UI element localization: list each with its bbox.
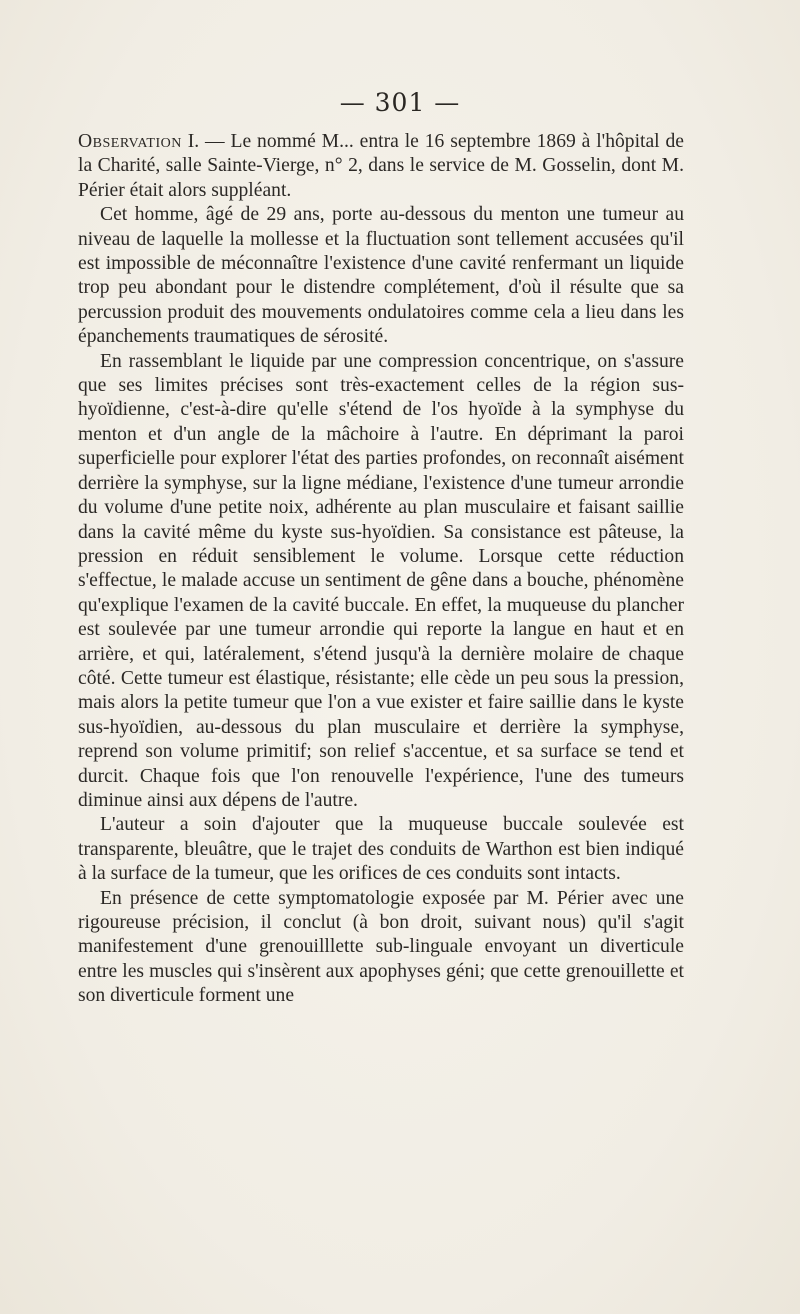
page-number: — 301 — bbox=[339, 88, 461, 117]
paragraph-2: Cet homme, âgé de 29 ans, porte au-dessous du menton une tumeur au niveau de laquelle la mollesse et la fluctuation sont tellement accusées qu'il est impossible de méconnaître l'existence d'une cavité renfermant un liquide trop peu abondant pour le distendre complétement, d'où il résulte que sa percussion produit des mouvements ondulatoires comme cela a lieu dans les épanchements traumatiques de sérosité. bbox=[78, 204, 684, 348]
paragraph-5: En présence de cette symptomatologie exposée par M. Périer avec une rigoureuse précision, il conclut (à bon droit, suivant nous) qu'il s'agit manifestement d'une grenouilllette sub-linguale envoyant un diverticule entre les muscles qui s'insèrent aux apophyses géni; que cette grenouillette et son diverticule forment une bbox=[78, 887, 684, 1007]
paragraph-observation bbox=[78, 130, 684, 203]
paragraph-1-text: I. — Le nommé M... entra le 16 septembre 1869 à l'hôpital de la Charité, salle Sainte-Vierge, n° 2, dans le service de M. Gosselin, dont M. Périer était alors suppléant. bbox=[78, 131, 684, 201]
paragraph-4: L'auteur a soin d'ajouter que la muqueuse buccale soulevée est transparente, bleuâtre, que le trajet des conduits de Warthon est bien indiqué à la surface de la tumeur, que les orifices de ces conduits sont intacts. bbox=[78, 814, 684, 885]
observation-label: Observation bbox=[78, 131, 182, 152]
paragraph-3: En rassemblant le liquide par une compression concentrique, on s'assure que ses limites précises sont très-exactement celles de la région sus-hyoïdienne, c'est-à-dire qu'elle s'étend de l'os hyoïde à la symphyse du menton et d'un angle de la mâchoire à l'autre. En déprimant la paroi superficielle pour explorer l'état des parties profondes, on reconnaît aisément derrière la symphyse, sur la ligne médiane, l'existence d'une tumeur arrondie du volume d'une petite noix, adhérente au plan musculaire et faisant saillie dans la cavité même du kyste sus-hyoïdien. Sa consistance est pâteuse, la pression en réduit sensiblement le volume. Lorsque cette réduction s'effectue, le malade accuse un sentiment de gêne dans a bouche, phénomène qu'explique l'examen de la cavité buccale. En effet, la muqueuse du plancher est soulevée par une tumeur arrondie qui reporte la langue en haut et en arrière, et qui, latéralement, s'étend jusqu'à la dernière molaire de chaque côté. Cette tumeur est élastique, résistante; elle cède un peu sous la pression, mais alors la petite tumeur que l'on a vue exister et faire saillie dans le kyste sus-hyoïdien, au-dessous du plan musculaire et derrière la symphyse, reprend son volume primitif; son relief s'accentue, et sa surface se tend et durcit. Chaque fois que l'on renouvelle l'expérience, l'une des tumeurs diminue ainsi aux dépens de l'autre. bbox=[78, 350, 684, 811]
body-text bbox=[78, 130, 684, 1009]
